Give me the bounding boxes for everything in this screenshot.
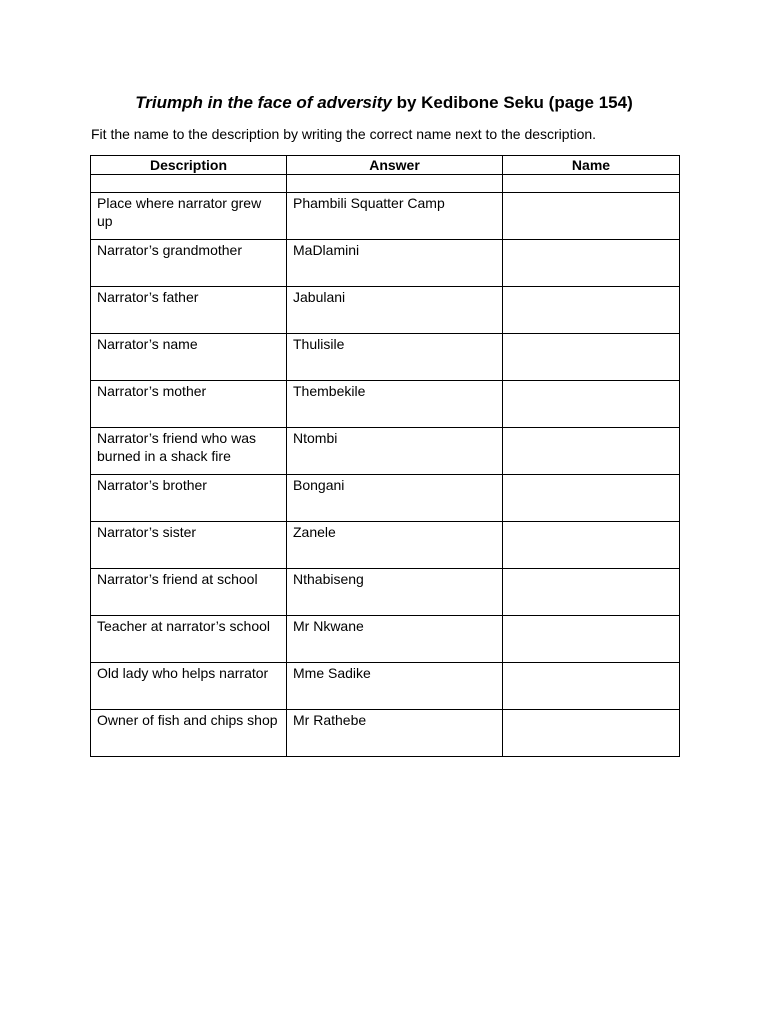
description-cell [91,193,287,240]
name-entry-cell[interactable] [503,710,680,757]
table-row [91,240,680,287]
table-body [91,175,680,757]
name-entry-cell[interactable] [503,522,680,569]
table-row [91,193,680,240]
name-entry-cell[interactable] [503,334,680,381]
table-header-row [91,156,680,175]
name-entry-cell[interactable] [503,569,680,616]
answer-cell-text: Mme Sadike [293,665,371,681]
table-row [91,381,680,428]
answer-cell [287,710,503,757]
description-cell-text: Narrator’s brother [97,477,207,493]
description-cell [91,663,287,710]
answer-cell [287,475,503,522]
description-cell [91,381,287,428]
name-entry-cell[interactable] [503,193,680,240]
answer-cell-text: Bongani [293,477,345,493]
blank-cell [503,175,680,193]
name-entry-cell[interactable] [503,475,680,522]
table-row [91,569,680,616]
name-entry-cell-text [503,475,679,476]
name-entry-cell-text [503,193,679,194]
answer-column-header: Answer [287,156,503,175]
answer-cell [287,428,503,475]
table-row [91,334,680,381]
name-entry-cell[interactable] [503,287,680,334]
name-entry-cell-text [503,616,679,617]
description-cell [91,616,287,663]
answer-cell-text: Nthabiseng [293,571,364,587]
answer-cell [287,287,503,334]
worksheet-table [90,155,680,757]
answer-cell [287,193,503,240]
instructions-text: Fit the name to the description by writing the correct name next to the description. [91,126,597,142]
table-row [91,428,680,475]
description-cell-text: Narrator’s father [97,289,199,305]
name-entry-cell-text [503,381,679,382]
name-entry-cell[interactable] [503,616,680,663]
answer-cell [287,381,503,428]
description-cell [91,287,287,334]
name-entry-cell-text [503,287,679,288]
description-cell-text: Narrator’s friend at school [97,571,258,587]
description-column-header: Description [91,156,287,175]
description-cell-text: Teacher at narrator’s school [97,618,271,634]
name-column-header: Name [503,156,680,175]
table-row [91,475,680,522]
answer-cell-text: Mr Nkwane [293,618,364,634]
description-cell-text: Narrator’s mother [97,383,207,399]
name-entry-cell-text [503,334,679,335]
author-and-page: by Kedibone Seku (page 154) [391,93,633,112]
answer-cell-text: Thulisile [293,336,345,352]
answer-cell-text: MaDlamini [293,242,360,258]
name-entry-cell-text [503,522,679,523]
name-entry-cell-text [503,663,679,664]
name-entry-cell-text [503,240,679,241]
name-entry-cell[interactable] [503,240,680,287]
description-cell-text: Old lady who helps narrator [97,665,269,681]
answer-cell-text: Phambili Squatter Camp [293,195,445,211]
answer-cell-text: Zanele [293,524,336,540]
table-row [91,287,680,334]
description-cell-text: Place where narrator grew up [97,195,262,229]
description-cell-text: Narrator’s sister [97,524,197,540]
answer-cell [287,334,503,381]
story-title: Triumph in the face of adversity [135,93,392,112]
answer-cell [287,240,503,287]
description-cell [91,475,287,522]
blank-row [91,175,680,193]
description-cell [91,334,287,381]
answer-cell-text: Jabulani [293,289,346,305]
table-row [91,710,680,757]
table-row [91,663,680,710]
answer-cell-text: Mr Rathebe [293,712,367,728]
name-entry-cell[interactable] [503,663,680,710]
table-row [91,522,680,569]
document-title [0,92,768,114]
blank-cell [91,175,287,193]
name-entry-cell-text [503,569,679,570]
name-entry-cell[interactable] [503,428,680,475]
description-cell [91,569,287,616]
name-entry-cell[interactable] [503,381,680,428]
answer-cell-text: Ntombi [293,430,338,446]
name-entry-cell-text [503,428,679,429]
answer-cell [287,663,503,710]
table-row [91,616,680,663]
description-cell [91,240,287,287]
description-cell-text: Narrator’s name [97,336,198,352]
description-cell-text: Narrator’s grandmother [97,242,242,258]
description-cell [91,710,287,757]
description-cell [91,428,287,475]
answer-cell [287,522,503,569]
blank-cell [287,175,503,193]
description-cell-text: Narrator’s friend who was burned in a shack fire [97,430,256,464]
name-entry-cell-text [503,710,679,711]
answer-cell [287,616,503,663]
answer-cell [287,569,503,616]
answer-cell-text: Thembekile [293,383,366,399]
description-cell [91,522,287,569]
description-cell-text: Owner of fish and chips shop [97,712,278,728]
